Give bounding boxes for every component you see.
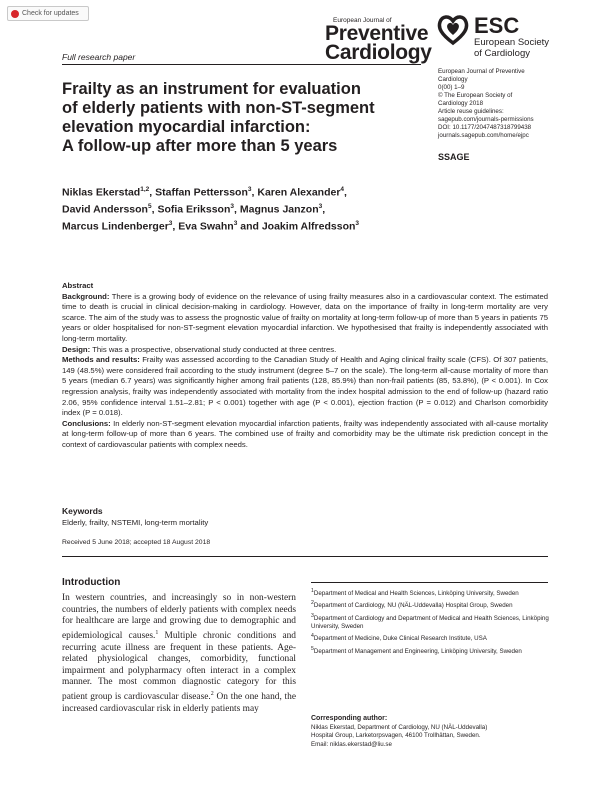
author-name[interactable]: Eva Swahn xyxy=(178,220,234,233)
paper-type: Full research paper xyxy=(62,52,136,62)
section-divider xyxy=(62,556,548,557)
esc-full-name: European Society of Cardiology xyxy=(474,37,549,59)
esc-abbreviation: ESC xyxy=(474,13,520,38)
received-dates: Received 5 June 2018; accepted 18 August 2018 xyxy=(62,539,211,546)
author-list: Niklas Ekerstad$^{1,2}$, Staffan Pettersson$^3$, Karen Alexander$^4$, David Andersson$^5$, Sofia Eriksson$^3$, Magnus Janzon$^3$, Marcus Lindenberger$^3$, Eva Swahn$^3$ and Joakim Alfredsson$^3$ xyxy=(62,186,360,233)
doi-link[interactable]: DOI: 10.1177/2047487318799438 xyxy=(438,124,532,131)
author-name[interactable]: Sofia Eriksson xyxy=(157,203,231,216)
journal-name: Preventive Cardiology xyxy=(325,22,432,64)
citation-link[interactable]: 2 xyxy=(210,690,214,697)
affiliations xyxy=(311,587,551,657)
author-name[interactable]: Magnus Janzon xyxy=(239,203,319,216)
affiliation: $^5$Department of Management and Engineering, Linköping University, Sweden xyxy=(311,645,522,655)
keywords-heading: Keywords xyxy=(62,506,103,516)
abstract-design: Design: This was a prospective, observational study conducted at three centres. xyxy=(62,344,337,354)
author-name[interactable]: Karen Alexander xyxy=(257,186,341,199)
affiliations-divider xyxy=(311,582,548,583)
article-title: Frailty as an instrument for evaluation of elderly patients with non-ST-segment elevation myocardial infarction: A follow-up after more than 5 years xyxy=(62,80,375,155)
header-divider xyxy=(62,64,421,65)
corresponding-author-details: Niklas Ekerstad, Department of Cardiology, NU (NÄL-Uddevalla) Hospital Group, Larketorpsvagen, 46100 Trollhättan, Sweden. Email: niklas.ekerstad@liu.se xyxy=(311,724,551,749)
abstract-conclusions: Conclusions: In elderly non-ST-segment elevation myocardial infarction patients, frailty was independently associated with all-cause mortality at long-term follow-up of more than 6 years. The combined use of frailty and comorbidity may be the ultimate risk prediction concept in the context of cardiovascular patients with complex needs. xyxy=(62,418,549,449)
article-metadata: European Journal of Preventive Cardiology 0(00) 1–9 © The European Society of Cardiology 2018 Article reuse guidelines: sagepub.com/journals-permissions DOI: 10.1177/2047487318799438 journals.sagepub.com/home/ejpc xyxy=(438,68,568,140)
affiliation: $^4$Department of Medicine, Duke Clinical Research Institute, USA xyxy=(311,633,487,643)
introduction-heading: Introduction xyxy=(62,577,121,588)
journal-home-link[interactable]: journals.sagepub.com/home/ejpc xyxy=(438,132,529,139)
abstract-background: Background: There is a growing body of evidence on the relevance of using frailty measures also in a cardiovascular context. The estimated time to death is crucial in clinical decision-making in cardiology. However, data on the importance of frailty in long-term mortality are very scarce. The aim of the study was to assess the prognostic value of frailty on mortality at long-term follow-up of more than 5 years in patients 75 years or older hospitalised for non-ST-segment elevation myocardial infarction. We hypothesised that frailty is independently associated with long-term mortality. xyxy=(62,291,548,343)
journal-name-small: European Journal of xyxy=(333,17,392,24)
author-name[interactable]: Staffan Pettersson xyxy=(155,186,248,199)
author-name[interactable]: David Andersson xyxy=(62,203,148,216)
esc-heart-logo-icon xyxy=(437,14,469,46)
permissions-link[interactable]: sagepub.com/journals-permissions xyxy=(438,116,534,123)
affiliation: $^2$Department of Cardiology, NU (NÄL-Uddevalla) Hospital Group, Sweden xyxy=(311,600,513,610)
author-name[interactable]: Joakim Alfredsson xyxy=(261,220,356,233)
abstract-heading: Abstract xyxy=(62,281,94,290)
introduction-text: In western countries, and increasingly so in non-western countries, the numbers of elderly patients with complex needs for healthcare are large and growing due to demographic and epidemiological causes.$^1$ Multiple chronic conditions and recurring acute illness are frequent in these patients. Age-related physiological changes, comorbidity, functional impairment and polypharmacy often interact in a complex manner. The most common diagnostic category for this patient group is cardiovascular disease.$^2$ On the one hand, the increased cardiovascular risk in elderly patients may xyxy=(62,593,297,714)
abstract-methods: Methods and results: Frailty was assessed according to the Canadian Study of Health and Aging clinical frailty scale (CFS). Of 307 patients, 149 (48.5%) were considered frail according to the study instrument (degree 5–7 on the scale). The long-term all-cause mortality of more than 5 years (median 6.7 years) was significantly higher among frail patients (128, 85.9%) than non-frail patients (85, 53.8%), (P < 0.001). In Cox regression analysis, frailty was independently associated with mortality from the index hospital admission to the end of follow-up (hazard ratio 2.06, 95% confidence interval 1.51–2.81; P < 0.001) together with age (P < 0.001), ejection fraction (P = 0.012) and Charlson comorbidity index (P = 0.018). xyxy=(62,355,549,418)
check-for-updates-badge[interactable] xyxy=(7,6,89,21)
email-link[interactable]: Email: niklas.ekerstad@liu.se xyxy=(311,740,392,748)
affiliation: $^3$Department of Cardiology and Department of Medical and Health Sciences, Linköping University, Sweden xyxy=(311,612,549,631)
corresponding-author-heading: Corresponding author: xyxy=(311,715,388,722)
author-name[interactable]: Niklas Ekerstad xyxy=(62,186,141,199)
check-for-updates-label: Check for updates xyxy=(22,10,79,17)
affiliation: $^1$Department of Medical and Health Sciences, Linköping University, Sweden xyxy=(311,588,519,598)
citation-link[interactable]: 1 xyxy=(155,629,159,636)
crossmark-icon xyxy=(11,10,19,18)
keywords-text: Elderly, frailty, NSTEMI, long-term mortality xyxy=(62,518,209,527)
sage-publisher-logo: SSAGE xyxy=(438,152,470,162)
author-name[interactable]: Marcus Lindenberger xyxy=(62,220,169,233)
abstract xyxy=(62,281,548,451)
